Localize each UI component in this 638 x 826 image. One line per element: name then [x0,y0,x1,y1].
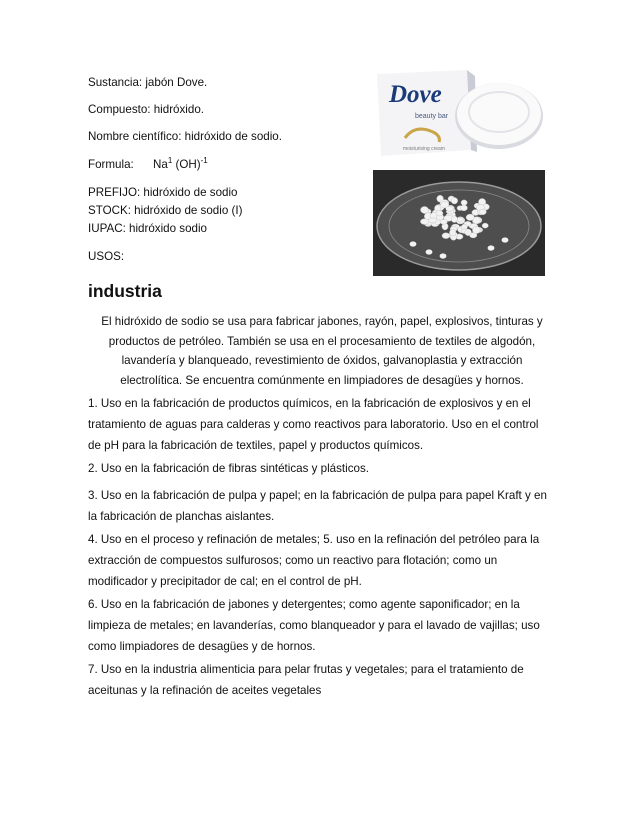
pellet [461,200,467,205]
usos-line: USOS: [88,250,125,263]
formula-label: Formula: [88,158,134,171]
pellet [472,226,480,233]
soap-brand-text: Dove [389,81,442,108]
pellet [473,217,480,224]
pellet [465,229,472,236]
pellet [450,229,456,236]
uso-item-6: 6. Uso en la fabricación de jabones y detergentes; como agente saponificador; en la limpieza de metales; en lavanderías, como blanqueador y para el lavado de vajillas; uso como limpiadores de desagües y de hornos. [88,598,540,653]
formula-na-charge: 1 [167,156,173,166]
pellet [446,206,454,211]
pellet [436,211,443,216]
pellet [488,245,495,250]
formula-na: Na [152,158,168,171]
iupac-line: IUPAC: hidróxido sodio [88,222,207,235]
pellet [451,216,457,223]
naoh-pellets-image [373,170,545,276]
formula-oh-charge: -1 [200,156,208,166]
pellet [442,233,450,239]
pellet [440,253,447,258]
uso-item-4: 4. Uso en el proceso y refinación de metales; 5. uso en la refinación del petróleo para la extracción de compuestos sulfurosos; como un reactivo para flotación; como un modificador y precipitador de cal; en el control de pH. [88,533,540,588]
pellet [460,205,467,211]
uso-item-3: 3. Uso en la fabricación de pulpa y papel; en la fabricación de pulpa para papel Kraft y en la fabricación de planchas aislantes. [88,489,547,523]
prefijo-line: PREFIJO: hidróxido de sodio [88,186,238,199]
pellet [440,219,447,224]
pellet [479,209,486,215]
formula-line [88,158,208,172]
intro-paragraph: El hidróxido de sodio se usa para fabricar jabones, rayón, papel, explosivos, tinturas y productos de petróleo. También se usa en el procesamiento de textiles de algodón, lavandería y blanqueado, revestimiento de óxidos, galvanoplastia y extracción electrolítica. Se encuentra comúnmente en limpiadores de desagües y hornos. [101,315,543,387]
soap-tagline-text: beauty bar [415,113,449,120]
uso-item-2: 2. Uso en la fabricación de fibras sintéticas y plásticos. [88,462,369,475]
dove-soap-image [375,68,545,159]
pellet [451,198,458,204]
section-heading: industria [88,281,162,301]
soap-subline-text: moisturising cream [403,146,445,152]
uso-item-7: 7. Uso en la industria alimenticia para pelar frutas y vegetales; para el tratamiento de aceitunas y la refinación de aceites vegetales [88,663,524,697]
pellet [428,218,437,223]
pellet [482,223,488,228]
formula-oh: (OH) [175,158,201,171]
nombre-cientifico-line: Nombre científico: hidróxido de sodio. [88,130,282,143]
pellet [426,249,433,254]
sustancia-line: Sustancia: jabón Dove. [88,76,208,89]
pellet [421,207,429,214]
pellet [410,241,417,246]
pellet [457,217,463,222]
uso-item-1: 1. Uso en la fabricación de productos químicos, en la fabricación de explosivos y en el tratamiento de aguas para calderas y como reactivos para laboratorio. Uso en el control de pH para la fabricación de textiles, papel y productos químicos. [88,397,539,452]
compuesto-line: Compuesto: hidróxido. [88,103,204,116]
pellet [502,237,509,242]
stock-line: STOCK: hidróxido de sodio (I) [88,204,243,217]
